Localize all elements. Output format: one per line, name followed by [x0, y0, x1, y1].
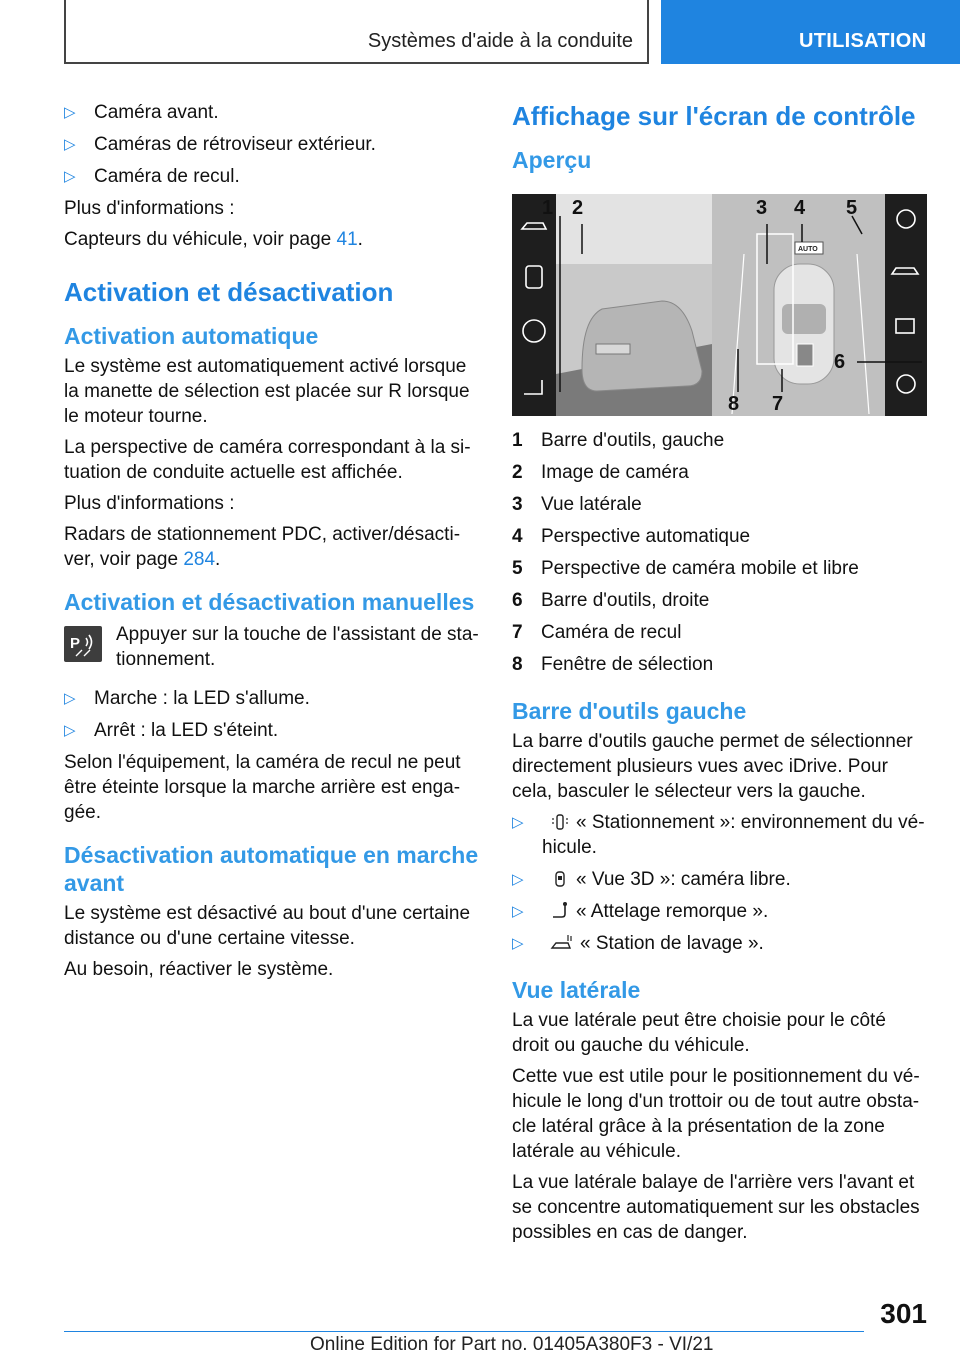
legend-item: 2 Image de caméra [512, 462, 689, 483]
list-item: ▷ Caméra avant. [64, 102, 219, 123]
list-item: ▷ « Station de lavage ». [512, 933, 764, 954]
callout-2: 2 [572, 197, 584, 219]
list-item: ▷ Arrêt : la LED s'éteint. [64, 720, 279, 741]
triangle-bullet-icon: ▷ [512, 871, 524, 888]
heading-side-view: Vue latérale [512, 977, 641, 1003]
cross-reference: Radars de stationnement PDC, activer/désactiver, voir page 284. [64, 524, 461, 570]
pdc-button-row [64, 622, 479, 672]
heading-manual-activation: Activation et désactivation manuelles [64, 589, 475, 615]
legend-item: 5 Perspective de caméra mobile et libre [512, 558, 859, 579]
paragraph: Selon l'équipement, la caméra de recul ne peut être éteinte lorsque la marche arrière est engagée. [64, 752, 461, 823]
paragraph: La vue latérale balaye de l'arrière vers l'avant et se concentre automatiquement sur les obstacles possibles en cas de danger. [512, 1172, 920, 1243]
trailer-hitch-icon [550, 901, 570, 921]
triangle-bullet-icon: ▷ [512, 935, 524, 952]
page-link-41[interactable]: 41 [336, 229, 358, 250]
paragraph: Au besoin, réactiver le système. [64, 959, 334, 980]
car-wash-icon [550, 933, 574, 953]
legend-item: 4 Perspective automatique [512, 526, 751, 547]
triangle-bullet-icon: ▷ [64, 168, 76, 185]
list-item: ▷ « Stationnement »: environnement du véhicule. [512, 812, 925, 858]
triangle-bullet-icon: ▷ [64, 136, 76, 153]
list-item: ▷ Caméra de recul. [64, 166, 240, 187]
triangle-bullet-icon: ▷ [64, 690, 76, 707]
heading-left-toolbar: Barre d'outils gauche [512, 698, 747, 724]
callout-8: 8 [728, 393, 740, 415]
parking-assistant-button-icon [64, 626, 102, 662]
footer-edition: Online Edition for Part no. 01405A380F3 - VI/21 [310, 1334, 714, 1355]
callout-4: 4 [794, 197, 806, 219]
callout-1: 1 [542, 197, 554, 219]
legend-item: 1 Barre d'outils, gauche [512, 430, 725, 451]
svg-text:P: P [70, 635, 81, 652]
page-number: 301 [880, 1298, 927, 1329]
list-item: ▷ Marche : la LED s'allume. [64, 688, 310, 709]
list-item: ▷ « Vue 3D »: caméra libre. [512, 869, 791, 890]
heading-activation: Activation et désactivation [64, 277, 394, 307]
paragraph: La perspective de caméra correspondant à la situation de conduite actuelle est affichée. [64, 437, 471, 483]
view-3d-icon [550, 869, 570, 889]
paragraph: La vue latérale peut être choisie pour le côté droit ou gauche du véhicule. [512, 1010, 886, 1056]
heading-auto-deactivation: Désactivation automatique en marche avant [64, 842, 479, 896]
legend-item: 6 Barre d'outils, droite [512, 590, 710, 611]
camera-display-figure [512, 194, 927, 416]
list-item: ▷ Caméras de rétroviseur extérieur. [64, 134, 376, 155]
paragraph: La barre d'outils gauche permet de sélectionner directement plusieurs vues avec iDrive. Pour cela, basculer le sélecteur vers la gauche. [512, 731, 913, 802]
right-column [512, 100, 927, 1251]
heading-overview: Aperçu [512, 147, 592, 173]
legend-item: 3 Vue latérale [512, 494, 642, 515]
legend-item: 8 Fenêtre de sélection [512, 654, 714, 675]
parking-view-icon [550, 812, 570, 832]
figure-legend [512, 428, 927, 677]
triangle-bullet-icon: ▷ [64, 104, 76, 121]
paragraph: Le système est désactivé au bout d'une certaine distance ou d'une certaine vitesse. [64, 903, 471, 949]
paragraph: Cette vue est utile pour le positionnement du véhicule le long d'un trottoir ou de tout autre obstacle latéral grâce à la présentation de la zone latérale au véhicule. [512, 1066, 920, 1162]
paragraph: Le système est automatiquement activé lorsque la manette de sélection est placée sur R lorsque le moteur tourne. [64, 356, 470, 427]
callout-6: 6 [834, 351, 846, 373]
callout-7: 7 [772, 393, 784, 415]
svg-text:AUTO: AUTO [798, 246, 818, 253]
triangle-bullet-icon: ▷ [64, 722, 76, 739]
legend-item: 7 Caméra de recul [512, 622, 682, 643]
callout-5: 5 [846, 197, 858, 219]
more-info-label: Plus d'informations : [64, 493, 235, 514]
heading-auto-activation: Activation automatique [64, 323, 319, 349]
left-column [64, 100, 479, 988]
section-title: UTILISATION [799, 30, 927, 52]
heading-display: Affichage sur l'écran de contrôle [512, 101, 916, 131]
camera-display-illustration [512, 194, 927, 416]
chapter-title: Systèmes d'aide à la conduite [367, 30, 633, 52]
triangle-bullet-icon: ▷ [512, 903, 524, 920]
paragraph: Appuyer sur la touche de l'assistant de stationnement. [116, 624, 479, 670]
triangle-bullet-icon: ▷ [512, 814, 524, 831]
page-link-284[interactable]: 284 [183, 549, 216, 570]
list-item: ▷ « Attelage remorque ». [512, 901, 769, 922]
cross-reference: Capteurs du véhicule, voir page 41. [64, 229, 363, 250]
header-section-tab [661, 0, 960, 64]
more-info-label: Plus d'informations : [64, 198, 235, 219]
header-chapter-tab [64, 0, 649, 64]
callout-3: 3 [756, 197, 768, 219]
footer-divider [64, 1331, 864, 1332]
left-toolbar [512, 194, 556, 416]
